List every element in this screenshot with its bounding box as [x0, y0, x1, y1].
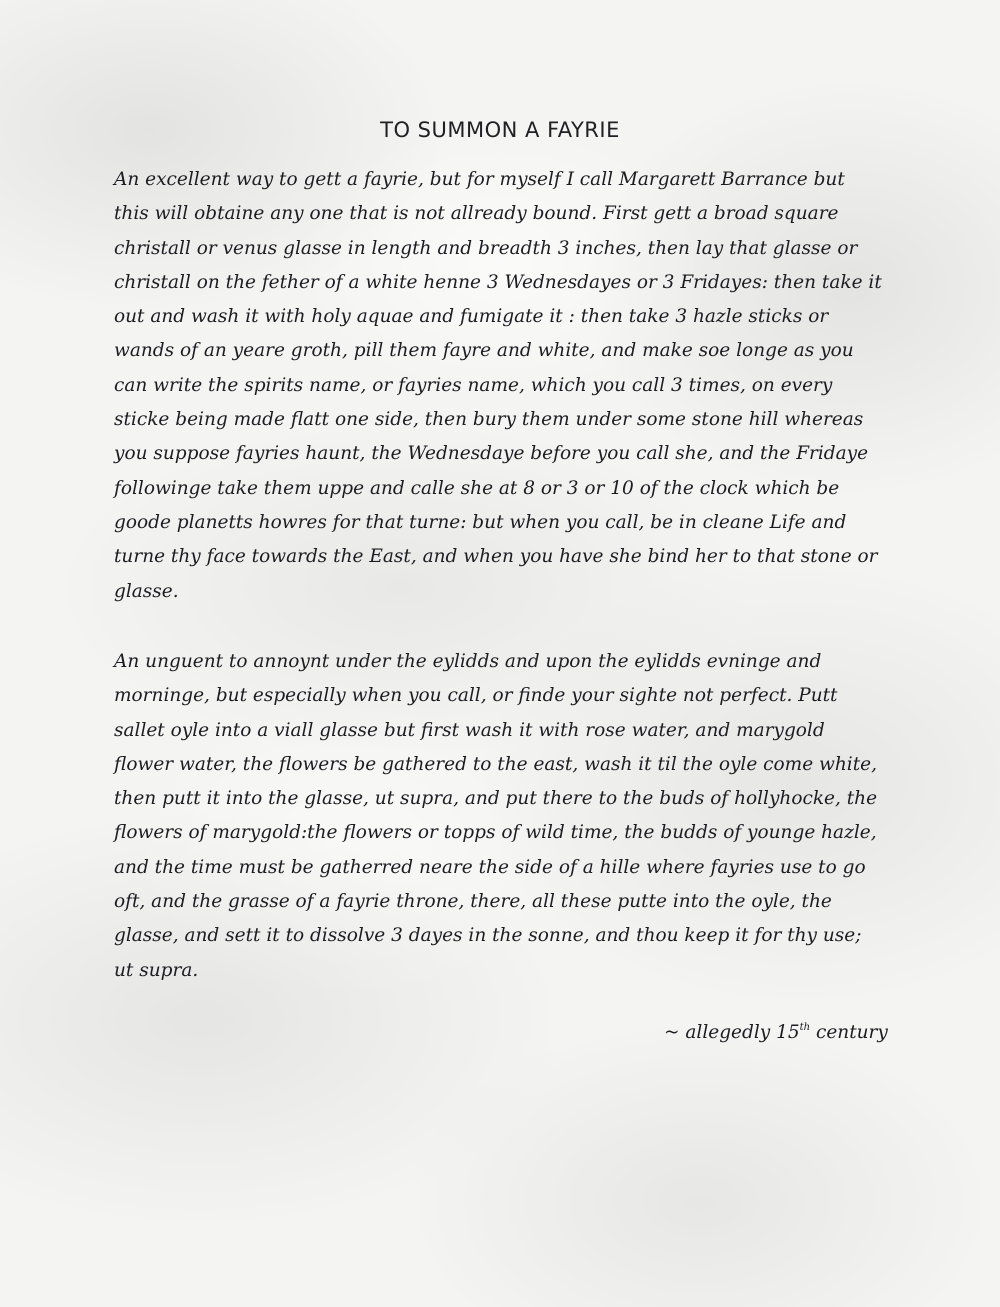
- text-line: ut supra.: [114, 959, 199, 981]
- text-line: sticke being made flatt one side, then bury them under some stone hill whereas: [114, 409, 864, 431]
- paragraph-unguent-instructions: [114, 645, 894, 988]
- text-line: flower water, the flowers be gathered to the east, wash it til the oyle come white,: [114, 753, 877, 775]
- paragraph-summoning-instructions: [114, 163, 894, 609]
- attribution-prefix: ~ allegedly 15: [664, 1022, 800, 1043]
- text-line: An excellent way to gett a fayrie, but for myself I call Margarett Barrance but: [114, 169, 845, 190]
- attribution-signature: [664, 1022, 888, 1043]
- text-line: can write the spirits name, or fayries name, which you call 3 times, on every: [114, 374, 833, 396]
- text-line: sallet oyle into a viall glasse but first wash it with rose water, and marygold: [114, 719, 825, 741]
- text-line: this will obtaine any one that is not allready bound. First gett a broad square: [114, 203, 839, 225]
- text-line: An unguent to annoynt under the eylidds and upon the eylidds evninge and: [114, 651, 822, 672]
- text-line: goode planetts howres for that turne: but when you call, be in cleane Life and: [114, 511, 847, 533]
- attribution-suffix: century: [810, 1022, 888, 1043]
- text-line: and the time must be gatherred neare the side of a hille where fayries use to go: [114, 856, 866, 878]
- text-line: christall or venus glasse in length and breadth 3 inches, then lay that glasse or: [114, 237, 858, 259]
- text-line: followinge take them uppe and calle she at 8 or 3 or 10 of the clock which be: [114, 477, 840, 499]
- text-line: then putt it into the glasse, ut supra, and put there to the buds of hollyhocke, the: [114, 788, 878, 810]
- text-line: glasse.: [114, 580, 179, 602]
- text-line: wands of an yeare groth, pill them fayre and white, and make soe longe as you: [114, 340, 854, 362]
- text-line: morninge, but especially when you call, or finde your sighte not perfect. Putt: [114, 685, 838, 707]
- text-line: turne thy face towards the East, and when you have she bind her to that stone or: [114, 546, 878, 568]
- text-line: glasse, and sett it to dissolve 3 dayes in the sonne, and thou keep it for thy use;: [114, 925, 862, 947]
- text-line: christall on the fether of a white henne 3 Wednesdayes or 3 Fridayes: then take it: [114, 271, 882, 293]
- attribution-superscript: th: [799, 1022, 811, 1033]
- page-title: TO SUMMON A FAYRIE: [380, 118, 620, 142]
- text-line: oft, and the grasse of a fayrie throne, there, all these putte into the oyle, the: [114, 891, 832, 913]
- text-line: flowers of marygold:the flowers or topps of wild time, the budds of younge hazle,: [114, 822, 877, 844]
- text-line: you suppose fayries haunt, the Wednesdaye before you call she, and the Fridaye: [114, 443, 869, 465]
- text-line: out and wash it with holy aquae and fumigate it : then take 3 hazle sticks or: [114, 306, 829, 328]
